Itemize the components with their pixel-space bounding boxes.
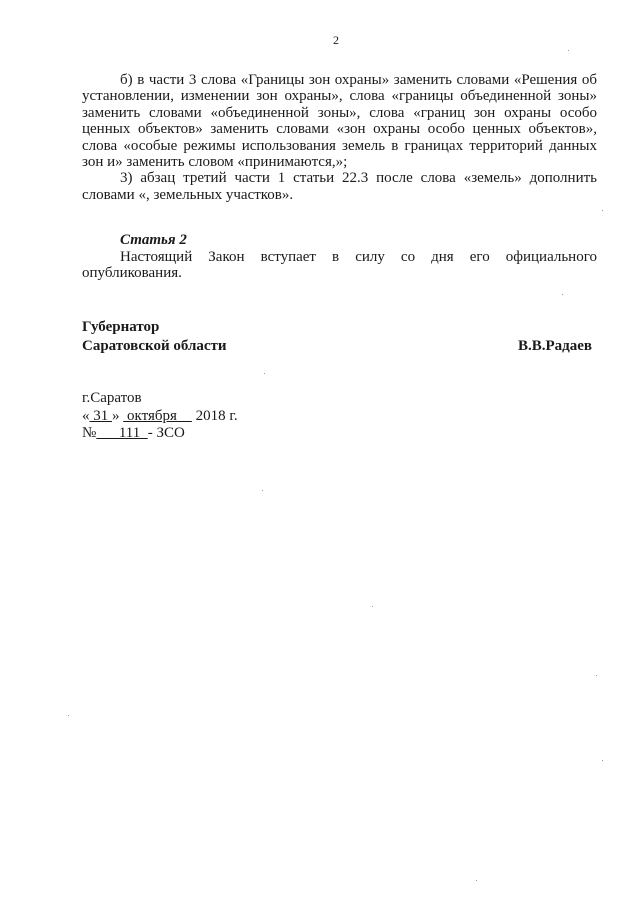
scan-speck — [568, 50, 569, 51]
law-number-suffix: - ЗСО — [147, 425, 185, 441]
article-2-heading: Статья 2 — [120, 232, 187, 248]
signer-title — [82, 318, 227, 356]
scan-speck — [476, 880, 477, 881]
law-number-value: 111 — [96, 425, 148, 441]
article-2-text: Настоящий Закон вступает в силу со дня его официального опубликования. — [82, 249, 597, 282]
scan-speck — [596, 675, 597, 676]
date-open-quote: « — [82, 407, 90, 424]
amendment-text — [82, 72, 597, 203]
scan-speck — [264, 373, 265, 374]
law-number-line — [82, 425, 238, 443]
scan-speck — [602, 760, 603, 761]
signer-name: В.В.Радаев — [517, 338, 592, 354]
law-number-prefix: № — [82, 425, 97, 441]
place: г.Саратов — [82, 390, 142, 406]
scan-speck — [262, 490, 263, 491]
scan-speck — [562, 294, 563, 295]
page-number: 2 — [333, 33, 339, 47]
date-line — [82, 408, 238, 426]
date-year: 2018 г. — [195, 407, 238, 424]
date-day: 31 — [89, 407, 112, 424]
signer-title-line2: Саратовской области — [82, 338, 227, 354]
paragraph-b: б) в части 3 слова «Границы зон охраны» заменить словами «Решения об установлении, изменении зон охраны», слова «границы объединенной зоны» заменить словами «объединенной зоны», слова «границ зон охраны особо ценных объектов» заменить словами «зон охраны особо ценных объектов», слова «особые режимы использования земель в границах территорий данных зон и» заменить словом «принимаются,»; — [82, 72, 597, 171]
scan-speck — [602, 210, 603, 211]
scan-speck — [68, 715, 69, 716]
paragraph-3: 3) абзац третий части 1 статьи 22.3 после слова «земель» дополнить словами «, земельных участков». — [82, 170, 597, 203]
date-month: октября — [123, 407, 192, 424]
date-close-quote: » — [112, 407, 120, 424]
signer-title-line1: Губернатор — [82, 319, 160, 335]
scan-speck — [372, 606, 373, 607]
article-2-body — [82, 249, 597, 282]
document-meta — [82, 390, 238, 443]
